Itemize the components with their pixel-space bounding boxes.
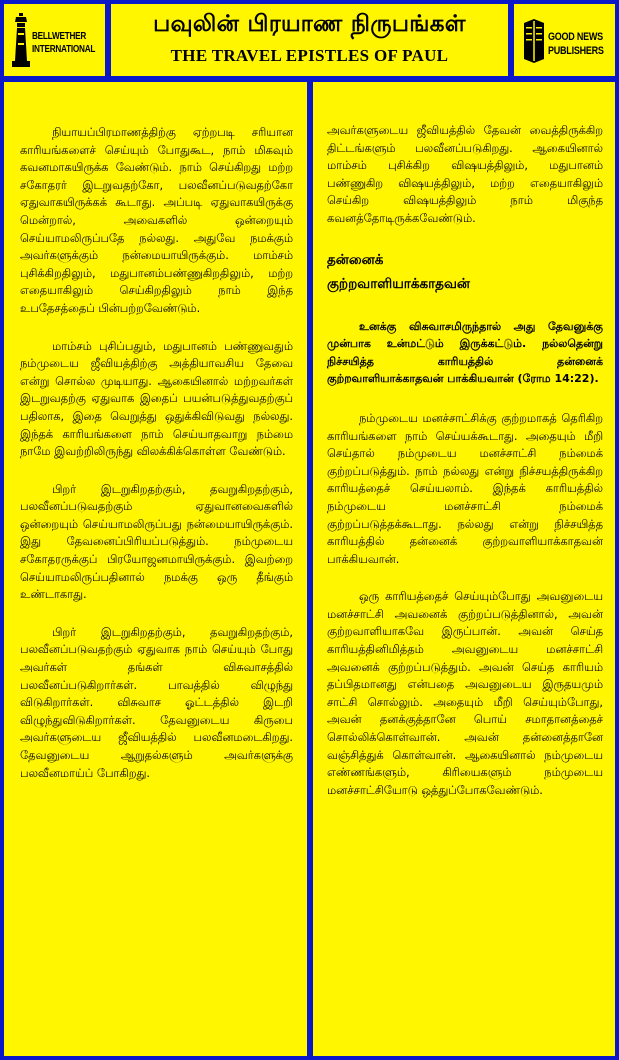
logo-text-line2: INTERNATIONAL (32, 44, 96, 55)
bellwether-logo (4, 4, 105, 76)
section-heading-line2: குற்றவாளியாக்காதவன் (327, 275, 470, 292)
good-news-logo (514, 4, 615, 76)
body-paragraph: நியாயப்பிரமாணத்திற்கு ஏற்றபடி சரியான காரியங்களைச் செய்யும் போதுகூட, நாம் மிகவும் கவனமாகயிருக்க வேண்டும். நாம் செய்கிறது மற்ற சகோதரர் இடறுவதற்கோ, பலவீனப்படுவதற்கோ ஏதுவாகயிருக்கக் கூடாது. அப்படி ஏதுவாகயிருக்கு மென்றால், அவைகளில் ஒன்றையும் செய்யாமலிருப்பதே நல்லது. அதுவே நமக்கும் அவர்களுக்கும் நன்மையாயிருக்கும். மாம்சம் புசிக்கிறதிலும், மதுபானம்பண்ணுகிறதிலும், மற்ற எதையாகிலும் செய்கிறதிலும் நாம் இந்த உபதேசத்தைப் பின்பற்றவேண்டும். (20, 125, 293, 315)
logo-text-line1: BELLWETHER (32, 31, 87, 42)
section-heading (327, 248, 603, 296)
right-column (313, 82, 615, 1056)
scripture-quote: உனக்கு விசுவாசமிருந்தால் அது தேவனுக்கு முன்பாக உன்மட்டும் இருக்கட்டும். நல்லதென்று நிச்சயித்த காரியத்தில் தன்னைக் குற்றவாளியாக்காதவன் பாக்கியவான் (ரோம 14:22). (327, 319, 603, 386)
section-heading-line1: தன்னைக் (327, 251, 384, 268)
page-title-english: THE TRAVEL EPISTLES OF PAUL (170, 46, 449, 65)
title-banner (111, 4, 508, 76)
body-paragraph: பிறர் இடறுகிறதற்கும், தவறுகிறதற்கும், பலவீனப்படுவதற்கும் ஏதுவானவைகளில் ஒன்றையும் செய்யாமலிருப்பது நன்மையாயிருக்கும். இது தேவனைப்பிரியப்படுத்தும். நம்முடைய சகோதரருக்குப் பிரயோஜனமாயிருக்கும். இவற்றை செய்யாமலிருப்பதினால் நமக்கு ஒரு தீங்கும் உண்டாகாது. (20, 481, 293, 602)
page-title-tamil: பவுலின் பிரயாண நிருபங்கள் (153, 11, 466, 37)
book-icon (522, 13, 546, 67)
left-column (4, 82, 307, 1056)
body-paragraph: ஒரு காரியத்தைச் செய்யும்போது அவனுடைய மனச்சாட்சி அவனைக் குற்றப்படுத்தினால், அவன் குற்றவாளியாகவே இருப்பான். அவன் செய்த காரியத்தினிமித்தம் அவனுடைய மனச்சாட்சி அவனைக் குற்றப்படுத்தும். அவன் செய்த காரியம் தப்பிதமானது என்பதை அவனுடைய இருதயமும் சாட்சி சொல்லும். அதையும் மீறி செய்யும்போது, அவன் தனக்குத்தானே பொய் சமாதானத்தைச் சொல்லிக்கொள்வான். அவன் தன்னைத்தானே வஞ்சித்துக் கொள்வான். ஆகையினால் நம்முடைய எண்ணங்களும், கிரியைகளும் நம்முடைய மனச்சாட்சியோடு ஒத்துப்போகவேண்டும். (327, 589, 603, 797)
logo-text-line2: PUBLISHERS (548, 45, 604, 57)
body-paragraph: நம்முடைய மனச்சாட்சிக்கு குற்றமாகத் தெரிகிற காரியங்களை நாம் செய்யக்கூடாது. அதையும் மீறி செய்தால் நம்முடைய மனச்சாட்சி நம்மைக் குற்றப்படுத்தும். நாம் நல்லது என்று நிச்சயத்திருக்கிற காரியத்தைச் செய்யலாம். இந்தக் காரியத்தில் நம்முடைய மனச்சாட்சி நம்மைக் குற்றப்படுத்தக்கூடாது. நல்லது என்று நிச்சயித்த காரியத்தில் தன்னைக் குற்றவாளியாக்காதவன் பாக்கியவான். (327, 410, 603, 566)
body-paragraph: அவர்களுடைய ஜீவியத்தில் தேவன் வைத்திருக்கிற திட்டங்களும் பலவீனப்படுகிறது. ஆகையினால் மாம்சம் புசிக்கிற விஷயத்திலும், மதுபானம் பண்ணுகிற விஷயத்திலும், மற்ற எதையாகிலும் செய்கிற விஷயத்திலும் நாம் மிகுந்த கவனத்தோடிருக்கவேண்டும். (327, 123, 603, 225)
lighthouse-icon (12, 13, 30, 67)
body-paragraph: பிறர் இடறுகிறதற்கும், தவறுகிறதற்கும், பலவீனப்படுவதற்கும் ஏதுவாக நாம் செய்யும் போது அவர்கள் தங்கள் விசுவாசத்தில் பலவீனப்படுகிறார்கள். பாவத்தில் விழுந்து விடுகிறார்கள். விசுவாச ஓட்டத்தில் இடறி விழுந்துவிடுகிறார்கள். தேவனுடைய கிருபை அவர்களுடைய ஜீவியத்தில் பலவீனமடைகிறது. தேவனுடைய ஆறுதல்களும் அவர்களுக்கு பலவீனமாய்ப் போகிறது. (20, 624, 293, 780)
body-paragraph: மாம்சம் புசிப்பதும், மதுபானம் பண்ணுவதும் நம்முடைய ஜீவியத்திற்கு அத்தியாவசிய தேவை என்று சொல்ல முடியாது. ஆகையினால் மற்றவர்கள் இடறுவதற்கு ஏதுவாக இதைப் பயன்படுத்துவதற்குப் பதிலாக, இதை வெறுத்து ஒதுக்கிவிடுவது நல்லது. இந்தக் காரியங்களை நாம் செய்யாதவாறு நம்மை நாமே இவற்றிலிருந்து விலக்கிக்கொள்ள வேண்டும். (20, 338, 293, 459)
logo-text-line1: GOOD NEWS (548, 31, 603, 43)
